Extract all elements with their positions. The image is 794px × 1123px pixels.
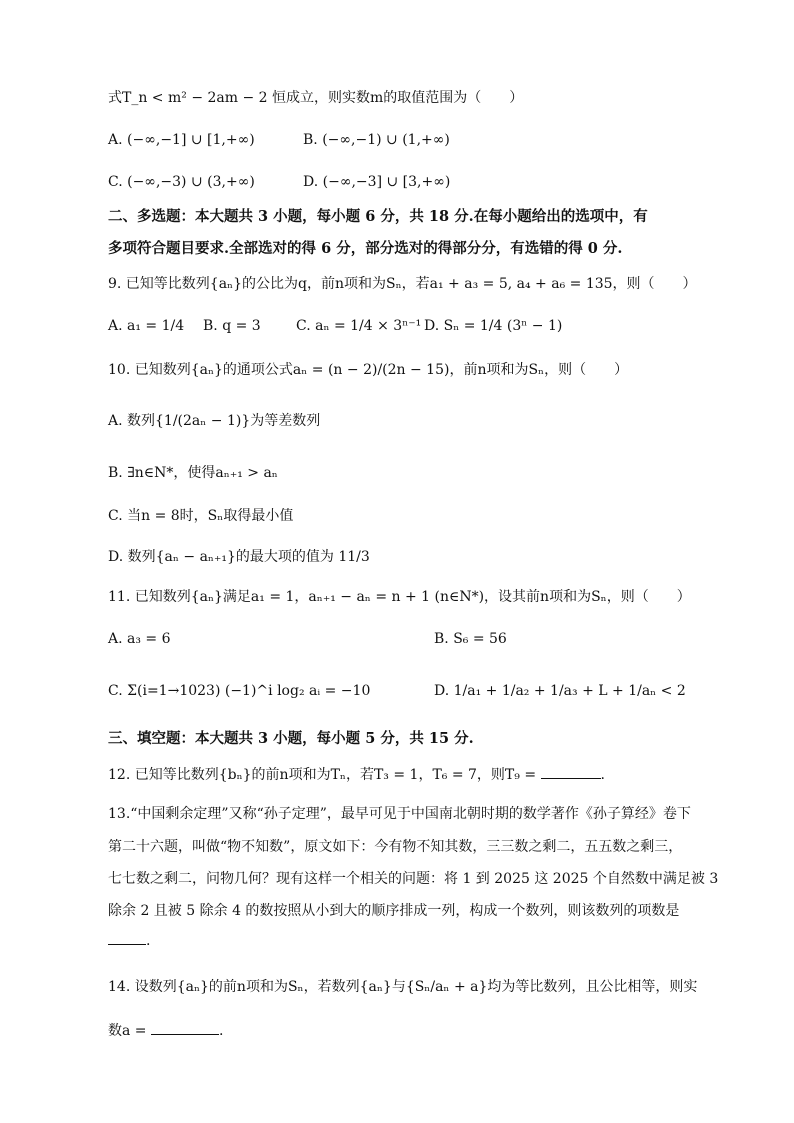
q10-option-a: A. 数列{1/(2aₙ − 1)}为等差数列	[108, 413, 321, 429]
q10-stem: 10. 已知数列{aₙ}的通项公式aₙ = (n − 2)/(2n − 15)，前n项和为Sₙ，则（ ）	[108, 362, 629, 378]
q9-option-b: B. q = 3	[203, 318, 261, 334]
q8-option-b: B. (−∞,−1) ∪ (1,+∞)	[303, 132, 450, 148]
q13-end: .	[146, 933, 151, 949]
q13-line3: 七七数之剩二，问物几何？现有这样一个相关的问题：将 1 到 2025 这 2025 个自然数中满足被 3	[108, 871, 719, 887]
q12-end: .	[600, 767, 605, 783]
section2-heading-line2: 多项符合题目要求.全部选对的得 6 分，部分选对的得部分分，有选错的得 0 分.	[108, 240, 623, 257]
q8-option-a: A. (−∞,−1] ∪ [1,+∞)	[108, 132, 255, 148]
q13-line2: 第二十六题，叫做“物不知数”，原文如下：今有物不知其数，三三数之剩二，五五数之剩三，	[108, 839, 683, 855]
q13-line4: 除余 2 且被 5 除余 4 的数按照从小到大的顺序排成一列，构成一个数列，则该数列的项数是	[108, 903, 680, 919]
q13-blank-line	[108, 930, 150, 951]
q11-option-a: A. a₃ = 6	[108, 631, 171, 647]
q10-option-c: C. 当n = 8时，Sₙ取得最小值	[108, 508, 294, 524]
q8-option-c: C. (−∞,−3) ∪ (3,+∞)	[108, 174, 255, 190]
q12-stem	[108, 764, 605, 785]
q9-option-c: C. aₙ = 1/4 × 3ⁿ⁻¹	[296, 318, 422, 334]
q14-answer-blank[interactable]	[151, 1020, 219, 1035]
q8-option-d: D. (−∞,−3] ∪ [3,+∞)	[303, 174, 451, 190]
q9-option-d: D. Sₙ = 1/4 (3ⁿ − 1)	[424, 318, 563, 334]
q11-option-b: B. S₆ = 56	[434, 631, 507, 647]
q14-line1: 14. 设数列{aₙ}的前n项和为Sₙ，若数列{aₙ}与{Sₙ/aₙ + a}均为等比数列，且公比相等，则实	[108, 979, 698, 995]
q10-option-b: B. ∃n∈N*，使得aₙ₊₁ > aₙ	[108, 465, 278, 481]
q14-end: .	[218, 1023, 224, 1039]
q12-text: 12. 已知等比数列{bₙ}的前n项和为Tₙ，若T₃ = 1，T₆ = 7，则T₉ =	[108, 767, 541, 783]
q11-option-d: D. 1/a₁ + 1/a₂ + 1/a₃ + L + 1/aₙ < 2	[434, 683, 686, 699]
q9-stem: 9. 已知等比数列{aₙ}的公比为q，前n项和为Sₙ，若a₁ + a₃ = 5, a₄ + a₆ = 135，则（ ）	[108, 276, 697, 292]
section2-heading-line1: 二、多选题：本大题共 3 小题，每小题 6 分，共 18 分.在每小题给出的选项中，有	[108, 208, 648, 225]
q14-text: 数a =	[108, 1023, 151, 1039]
q8-stem: 式T_n < m² − 2am − 2 恒成立，则实数m的取值范围为（ ）	[108, 90, 524, 106]
q14-line2	[108, 1020, 223, 1041]
q11-option-c: C. Σ(i=1→1023) (−1)^i log₂ aᵢ = −10	[108, 683, 371, 699]
q13-line1: 13.“中国剩余定理”又称“孙子定理”，最早可见于中国南北朝时期的数学著作《孙子算经》卷下	[108, 806, 691, 822]
q10-option-d: D. 数列{aₙ − aₙ₊₁}的最大项的值为 11/3	[108, 549, 370, 565]
q11-stem: 11. 已知数列{aₙ}满足a₁ = 1，aₙ₊₁ − aₙ = n + 1 (n∈N*)，设其前n项和为Sₙ，则（ ）	[108, 589, 691, 605]
q9-option-a: A. a₁ = 1/4	[108, 318, 185, 334]
q12-answer-blank[interactable]	[541, 764, 601, 779]
section3-heading: 三、填空题：本大题共 3 小题，每小题 5 分，共 15 分.	[108, 730, 474, 747]
q13-answer-blank[interactable]	[108, 930, 146, 945]
